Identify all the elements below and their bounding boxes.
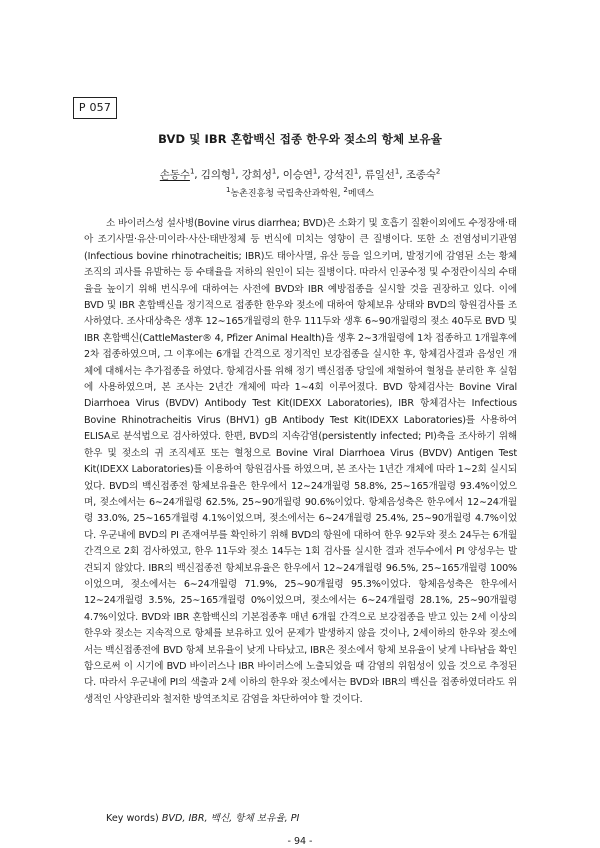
poster-code-box <box>73 97 117 119</box>
affiliation-2: 메덱스 <box>347 189 374 199</box>
author-affiliation-mark: 1 <box>271 167 277 176</box>
author-name: 손동수 <box>159 169 190 181</box>
abstract-paragraph: 소 바이러스성 설사병(Bovine virus diarrhea; BVD)은 소화기 및 호흡기 질환이외에도 수정장애·태아 조기사멸·유산·미이라·사산·태반정체 등 번식에 미치는 영향이 큰 질병이다. 또한 소 전염성비기관염(Infectious bovine rhinotracheitis; IBR)도 태아사멸, 유산 등을 일으키며, 발정기에 감염된 소는 황체조직의 괴사를 유발하는 등 수태율을 저하의 원인이 되는 질병이다. 따라서 인공수정 및 수정란이식의 수태율을 높이기 위해 번식우에 대하여는 사전에 BVD와 IBR 예방접종을 실시할 것을 권장하고 있다. 이에 BVD 및 IBR 혼합백신을 정기적으로 접종한 한우와 젖소에 대하여 항체보유 상태와 BVD의 항원검사를 조사하였다. 조사대상축은 생후 12∼165개월령의 한우 111두와 생후 6∼90개월령의 젖소 40두로 BVD 및 IBR 혼합백신(CattleMaster® 4, Pfizer Animal Health)을 생후 2∼3개월령에 1차 접종하고 1개월후에 2차 접종하였으며, 그 이후에는 6개월 간격으로 정기적인 보강접종을 실시한 후, 항체검사결과 음성인 개체에 대해서는 추가접종을 하였다. 항체검사를 위해 정기 백신접종 당일에 채혈하여 혈청을 분리한 후 실험에 사용하였으며, 본 조사는 2년간 개체에 따라 1∼4회 이루어졌다. BVD 항체검사는 Bovine Viral Diarrhoea Virus (BVDV) Antibody Test Kit(IDEXX Laboratories), IBR 항체검사는 Infectious Bovine Rhinotracheitis Virus (BHV1) gB Antibody Test Kit(IDEXX Laboratories)를 사용하여 ELISA로 분석법으로 검사하였다. 한편, BVD의 지속감염(persistently infected; PI)축을 조사하기 위해 한우 및 젖소의 귀 조직세포 또는 혈청으로 Bovine Viral Diarrhoea Virus (BVDV) Antigen Test Kit(IDEXX Laboratories)를 이용하여 항원검사를 하였으며, 본 조사는 1년간 개체에 따라 1∼2회 실시되었다. BVD의 백신접종전 항체보유율은 한우에서 12∼24개월령 58.8%, 25∼165개월령 93.4%이었으며, 젖소에서는 6∼24개월령 62.5%, 25∼90개월령 90.6%이었다. 항체음성축은 한우에서 12∼24개월령 33.0%, 25∼165개월령 4.1%이었으며, 젖소에서는 6∼24개월령 25.4%, 25∼90개월령 4.7%이었다. 우군내에 BVD의 PI 존재여부를 확인하기 위해 BVD의 항원에 대하여 한우 92두와 젖소 24두는 6개월 간격으로 2회 검사하였고, 한우 11두와 젖소 14두는 1회 검사를 실시한 결과 전두수에서 PI 양성우는 발견되지 않았다. IBR의 백신접종전 항체보유율은 한우에서 12∼24개월령 96.5%, 25∼165개월령 100%이었으며, 젖소에서는 6∼24개월령 71.9%, 25∼90개월령 95.3%이었다. 항체음성축은 한우에서 12∼24개월령 3.5%, 25∼165개월령 0%이었으며, 젖소에서는 6∼24개월령 28.1%, 25∼90개월령 4.7%이었다. BVD와 IBR 혼합백신의 기본접종후 매년 6개월 간격으로 보강접종을 받고 있는 2세 이상의 한우와 젖소는 지속적으로 항체를 보유하고 있어 문제가 발생하지 않을 것이나, 2세이하의 한우와 젖소에서는 백신접종전에 BVD 항체 보유율이 낮게 나타났고, IBR은 젖소에서 항체 보유율이 낮게 나타남을 확인함으로써 이 시기에 BVD 바이러스나 IBR 바이러스에 노출되었을 때 감염의 위험성이 있을 것으로 추정된다. 따라서 우군내에 PI의 색출과 2세 이하의 한우와 젖소에서는 BVD와 IBR의 백신을 접종하였더라도 위생적인 사양관리와 철저한 방역조치로 감염을 차단하여야 할 것이다. <box>84 218 517 705</box>
keywords-label: Key words) <box>106 813 159 824</box>
affiliation-line <box>0 186 600 199</box>
author-affiliation-mark: 1 <box>189 167 195 176</box>
author-name: 조종숙 <box>405 169 436 181</box>
author-name: 류일선 <box>364 169 395 181</box>
poster-code: P 057 <box>78 101 112 114</box>
author-affiliation-mark: 2 <box>435 167 441 176</box>
keywords-items: BVD, IBR, 백신, 항체 보유율, PI <box>161 813 300 824</box>
author-name: 강희성 <box>241 169 272 181</box>
page-number: - 94 - <box>287 836 313 847</box>
keywords-line <box>106 810 299 824</box>
author-affiliation-mark: 1 <box>394 167 400 176</box>
author-name: 강석진 <box>323 169 354 181</box>
author-affiliation-mark: 1 <box>353 167 359 176</box>
abstract-body <box>84 216 517 708</box>
author-affiliation-mark: 1 <box>230 167 236 176</box>
author-name: 이승연 <box>282 169 313 181</box>
author-affiliation-mark: 1 <box>312 167 318 176</box>
affiliation-mark: 2 <box>343 186 348 194</box>
affiliation-1: 농촌진흥청 국립축산과학원, <box>230 189 341 199</box>
affiliation-mark: 1 <box>226 186 231 194</box>
paper-title: BVD 및 IBR 혼합백신 접종 한우와 젖소의 항체 보유율 <box>158 132 442 146</box>
author-list: 손동수$^1$, 김의형$^1$, 강희성$^1$, 이승연$^1$, 강석진$^1$, 류일선$^1$, 조종숙$^2$ <box>159 167 441 181</box>
author-name: 김의형 <box>200 169 231 181</box>
